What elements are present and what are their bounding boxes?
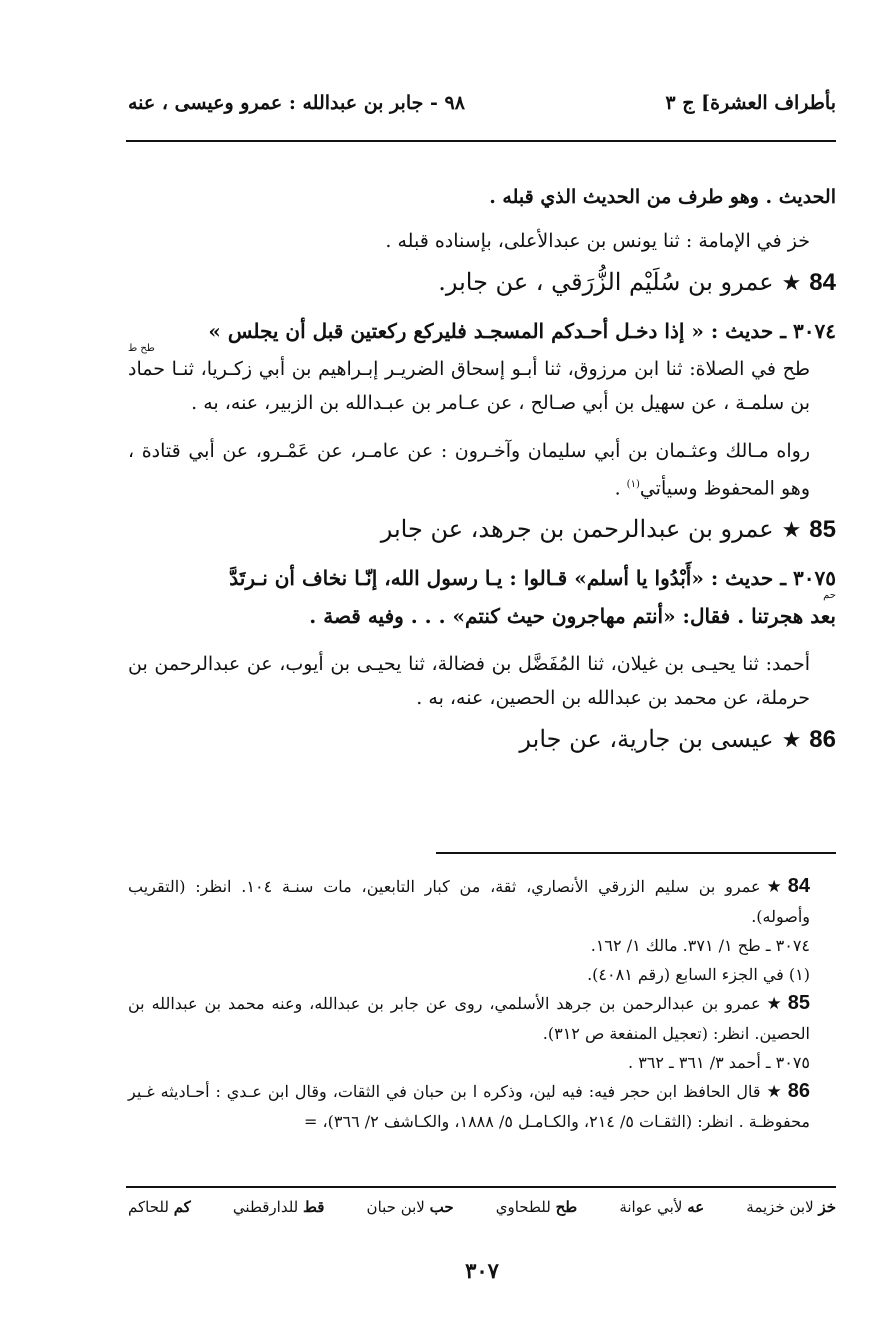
abbr-item (128, 1198, 191, 1216)
section-number: 84 (809, 269, 836, 296)
running-header (128, 92, 836, 132)
paragraph-ibn-khuzaymah: خز في الإمامة : ثنا يونس بن عبدالأعلى، بإسناده قبله . (385, 230, 810, 252)
footnote-number: 86 (787, 1080, 811, 1102)
header-rule (126, 140, 836, 142)
star-icon: ★ (766, 877, 782, 897)
abbr-item (233, 1198, 325, 1216)
star-icon: ★ (781, 518, 802, 544)
abbr-code: كم (173, 1198, 191, 1216)
section-title: عمرو بن عبدالرحمن بن جرهد، عن جابر (380, 515, 774, 544)
source-code-mark: حم (823, 590, 836, 602)
star-icon: ★ (781, 728, 802, 754)
footnote-rule (436, 852, 836, 854)
star-icon: ★ (781, 271, 802, 296)
footnote-1: (١) في الجزء السابع (رقم ٤٠٨١). (587, 965, 810, 984)
section-title: عمرو بن سُلَيْم الزُّرَقي ، عن جابر. (438, 268, 774, 296)
page-number: ٣٠٧ (465, 1258, 499, 1283)
main-text (128, 180, 836, 761)
abbr-code: خز (818, 1198, 836, 1216)
paragraph-malik (128, 434, 836, 505)
section-heading-85 (128, 509, 836, 551)
footnote-3075: ٣٠٧٥ ـ أحمد ٣/ ٣٦١ ـ ٣٦٢ . (628, 1053, 810, 1072)
footnote-ref: (١) (626, 479, 640, 490)
hadith-3075-cont: بعد هجرتنا . فقال: «أنتم مهاجرون حيث كنتم» . . . وفيه قصة . (309, 604, 836, 629)
footnote-text: عمرو بن سليم الزرقي الأنصاري، ثقة، من كبار التابعين، مات سنـة ١٠٤. انظر: (التقريب وأصوله). (128, 877, 810, 926)
continuation-mark: = (303, 1112, 318, 1131)
section-heading-84 (128, 262, 836, 304)
abbr-item (496, 1198, 577, 1216)
footnote-85 (128, 989, 836, 1048)
header-chapter-title: ٩٨ - جابر بن عبدالله : عمرو وعيسى ، عنه (128, 92, 465, 114)
hadith-3074: ٣٠٧٤ ـ حديث : « إذا دخـل أحـدكم المسجـد فليركع ركعتين قبل أن يجلس » (208, 319, 836, 343)
abbr-text: للدارقطني (232, 1198, 299, 1216)
footnote-3074: ٣٠٧٤ ـ طح ١/ ٣٧١. مالك ١/ ١٦٢. (590, 936, 810, 955)
section-number: 86 (809, 726, 836, 754)
paragraph-tahawi: طح في الصلاة: ثنا ابن مرزوق، ثنا أبـو إسحاق الضريـر إبـراهيم بن أبي زكـريا، ثنـا حماد بن سلمـة ، عن سهيل بن أبي صـالح ، عن عـامر بن عبـدالله بن الزبير، عنه، به . (128, 358, 810, 414)
book-page (128, 0, 836, 1332)
section-title: عيسى بن جارية، عن جابر (519, 725, 774, 754)
footnotes (128, 872, 836, 1136)
star-icon: ★ (766, 994, 782, 1014)
source-code-mark: طح ط (128, 343, 155, 354)
abbr-item (367, 1198, 454, 1216)
abbr-code: عه (687, 1198, 705, 1216)
abbr-text: للطحاوي (495, 1198, 551, 1216)
paragraph-ahmad: أحمد: ثنا يحيـى بن غيلان، ثنا المُفَضَّل بن فضالة، ثنا يحيـى بن أيوب، عن عبدالرحمن بن حرملة، عن محمد بن عبدالله بن الحصين، عنه، به . (128, 653, 810, 710)
abbreviations-rule (126, 1186, 836, 1188)
footnote-text: قال الحافظ ابن حجر فيه: فيه لين، وذكره ا بن حبان في الثقات، وقال ابن عـدي : أحـاديثه غـير محفوظـة . انظر: (الثقـات ٥/ ٢١٤، والكـامـل ٥/ ١٨٨٨، والكـاشف ٢/ ٣٦٦)، (128, 1082, 810, 1131)
abbr-code: قط (303, 1198, 325, 1216)
footnote-84 (128, 872, 836, 931)
section-heading-86 (128, 719, 836, 761)
header-book-title: بأطراف العشرة] ج ٣ (665, 92, 836, 114)
footnote-number: 85 (787, 992, 811, 1014)
abbreviations-key (128, 1198, 836, 1216)
hadith-3075: ٣٠٧٥ ـ حديث : «أَبْدُوا يا أسلم» قـالوا : يـا رسول الله، إنّـا نخاف أن نـرتَدَّ (229, 566, 836, 591)
footnote-86 (128, 1077, 836, 1136)
paragraph-text: رواه مـالك وعثـمان بن أبي سليمان وآخـرون : عن عامـر، عن عَمْـرو، عن أبي قتادة ، وهو المحفوظ وسيأتي (128, 440, 810, 500)
footnote-text: عمرو بن عبدالرحمن بن جرهد الأسلمي، روى عن جابر بن عبدالله، وعنه محمد بن عبدالله بن الحصين. انظر: (تعجيل المنفعة ص ٣١٢). (128, 994, 810, 1043)
paragraph-continuation: الحديث . وهو طرف من الحديث الذي قبله . (489, 186, 836, 208)
section-number: 85 (809, 516, 836, 544)
star-icon: ★ (766, 1082, 782, 1102)
abbr-code: حب (429, 1198, 454, 1216)
abbr-item (619, 1198, 704, 1216)
abbr-text: لأبي عوانة (619, 1198, 683, 1216)
footnote-number: 84 (787, 875, 810, 897)
abbr-text: لابن حبان (366, 1198, 425, 1216)
paragraph-end: . (614, 477, 627, 500)
abbr-item (746, 1198, 836, 1216)
abbr-text: للحاكم (128, 1198, 169, 1216)
abbr-code: طح (555, 1198, 578, 1216)
abbr-text: لابن خزيمة (746, 1198, 814, 1216)
